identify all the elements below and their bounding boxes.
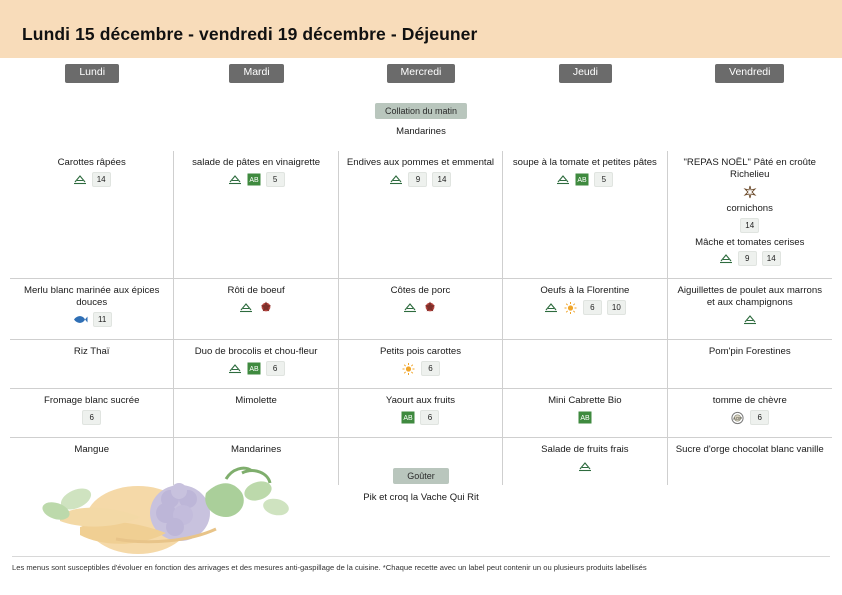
dish-name: Mandarines	[231, 444, 282, 456]
dish-name: Endives aux pommes et emmental	[346, 156, 495, 168]
allergen-number: 6	[421, 361, 440, 376]
badge-row	[15, 312, 168, 327]
cell-laitage-mercredi	[339, 388, 503, 437]
local-icon	[544, 301, 558, 314]
local-icon	[403, 301, 417, 314]
dish-name: Oeufs à la Florentine	[540, 285, 630, 297]
dish-name: tomme de chèvre	[712, 395, 787, 407]
allergen-number: 6	[266, 361, 285, 376]
svg-text:AB: AB	[403, 415, 414, 423]
footer-note: Les menus sont susceptibles d'évoluer en fonction des arrivages et des mesures anti-gaspillage de la cuisine. *Chaque recette avec un label peut contenir un ou plusieurs produits labellisés	[12, 563, 647, 572]
badge-row	[15, 172, 168, 187]
day-chip-mardi: Mardi	[229, 64, 283, 83]
allergen-number: 14	[762, 251, 781, 266]
badge-row	[673, 218, 827, 233]
cell-garniture-mardi	[174, 339, 338, 388]
cell-plat-mercredi	[339, 278, 503, 339]
svg-text:AB: AB	[580, 414, 590, 422]
cell-garniture-jeudi	[503, 339, 667, 388]
badge-row	[15, 361, 168, 375]
local-icon	[556, 173, 570, 186]
gouter-label: Goûter	[393, 468, 449, 484]
cell-laitage-jeudi	[503, 388, 667, 437]
cell-garniture-mercredi	[339, 339, 503, 388]
allergen-number: 11	[93, 312, 112, 327]
cell-garniture-vendredi	[668, 339, 832, 388]
section-plat	[10, 278, 832, 339]
cell-entree-vendredi	[668, 151, 832, 279]
badge-row	[344, 300, 497, 314]
local-icon	[389, 173, 403, 186]
svg-text:AB: AB	[577, 176, 588, 184]
allergen-number: 6	[82, 410, 101, 425]
gouter-block	[0, 466, 842, 503]
egg-icon	[563, 301, 578, 315]
cell-garniture-lundi	[10, 339, 174, 388]
allergen-number: 14	[92, 172, 111, 187]
bio-icon	[401, 411, 415, 424]
cell-laitage-mardi	[174, 388, 338, 437]
badge-row	[673, 251, 827, 266]
allergen-number: 5	[594, 172, 613, 187]
meat-icon	[422, 300, 438, 314]
allergen-number: 6	[583, 300, 602, 315]
cell-laitage-vendredi	[668, 388, 832, 437]
allergen-number: 6	[420, 410, 439, 425]
section-garniture	[10, 339, 832, 388]
svg-text:AB: AB	[248, 176, 259, 184]
bio-icon	[247, 173, 261, 186]
cell-plat-lundi	[10, 278, 174, 339]
dish-name: Mâche et tomates cerises	[695, 236, 805, 248]
badge-row	[673, 410, 827, 425]
cell-entree-lundi	[10, 151, 174, 279]
section-entree	[10, 151, 832, 279]
badge-row	[344, 361, 497, 376]
aop-icon	[730, 411, 745, 425]
badge-row	[508, 172, 661, 187]
dish-name: Pom'pin Forestines	[708, 346, 791, 358]
cell-entree-mardi	[174, 151, 338, 279]
cell-plat-jeudi	[503, 278, 667, 339]
day-column-1	[174, 62, 338, 83]
cell-laitage-lundi	[10, 388, 174, 437]
day-chip-lundi: Lundi	[65, 64, 119, 83]
allergen-number: 9	[408, 172, 427, 187]
badge-row	[179, 361, 332, 376]
local-icon	[228, 173, 242, 186]
cell-entree-jeudi	[503, 151, 667, 279]
cell-plat-vendredi	[668, 278, 832, 339]
dish-name: Carottes râpées	[57, 156, 126, 168]
badge-row	[673, 312, 827, 326]
badge-row	[673, 184, 827, 199]
page-title: Lundi 15 décembre - vendredi 19 décembre - Déjeuner	[22, 24, 478, 44]
badge-row	[344, 172, 497, 187]
collation-row	[10, 83, 832, 137]
egg-icon	[401, 362, 416, 376]
badge-row	[179, 300, 332, 314]
day-column-3	[503, 62, 667, 83]
local-icon	[743, 313, 757, 326]
allergen-number: 9	[738, 251, 757, 266]
badge-row	[15, 410, 168, 425]
svg-text:AOP: AOP	[732, 415, 743, 421]
dish-name: Aiguillettes de poulet aux marrons et aux champignons	[677, 285, 823, 309]
allergen-number: 5	[266, 172, 285, 187]
local-icon	[73, 173, 87, 186]
badge-row	[344, 410, 497, 425]
badge-row	[508, 410, 661, 424]
badge-row	[179, 410, 332, 424]
menu-grid	[10, 62, 832, 485]
day-column-2	[339, 62, 503, 83]
dish-name: Sucre d'orge chocolat blanc vanille	[675, 444, 824, 456]
collation-label: Collation du matin	[375, 103, 467, 119]
dish-name: soupe à la tomate et petites pâtes	[512, 156, 657, 168]
allergen-number: 6	[750, 410, 769, 425]
dish-name: "REPAS NOËL" Pâté en croûte Richelieu	[683, 156, 816, 180]
dish-name: Duo de brocolis et chou-fleur	[194, 346, 318, 358]
poultry-icon	[742, 184, 758, 199]
allergen-number: 14	[740, 218, 759, 233]
dish-name: salade de pâtes en vinaigrette	[192, 156, 321, 168]
bio-icon	[247, 362, 261, 375]
dish-name: Riz Thaï	[73, 346, 110, 358]
bio-icon	[575, 173, 589, 186]
day-header-row	[10, 62, 832, 83]
dish-name: cornichons	[726, 202, 773, 214]
gouter-item: Pik et croq la Vache Qui Rit	[363, 492, 479, 503]
allergen-number: 10	[607, 300, 626, 315]
footer-divider	[12, 556, 830, 557]
collation-item: Mandarines	[396, 125, 446, 137]
fish-icon	[72, 313, 88, 326]
day-column-4	[668, 62, 832, 83]
local-icon	[228, 362, 242, 375]
bio-icon	[578, 411, 592, 424]
badge-row	[179, 172, 332, 187]
cell-entree-mercredi	[339, 151, 503, 279]
dish-name: Yaourt aux fruits	[385, 395, 456, 407]
dish-name: Mangue	[74, 444, 110, 456]
day-column-0	[10, 62, 174, 83]
day-chip-vendredi: Vendredi	[715, 64, 784, 83]
cell-plat-mardi	[174, 278, 338, 339]
dish-name: Fromage blanc sucrée	[43, 395, 140, 407]
dish-name: Petits pois carottes	[379, 346, 461, 358]
local-icon	[719, 252, 733, 265]
svg-text:AB: AB	[248, 366, 259, 374]
dish-name: Mimolette	[235, 395, 277, 407]
local-icon	[239, 301, 253, 314]
day-chip-jeudi: Jeudi	[559, 64, 612, 83]
dish-name: Côtes de porc	[390, 285, 451, 297]
day-chip-mercredi: Mercredi	[387, 64, 456, 83]
dish-name: Mini Cabrette Bio	[548, 395, 622, 407]
section-laitage	[10, 388, 832, 437]
dish-name: Salade de fruits frais	[541, 444, 629, 456]
allergen-number: 14	[432, 172, 451, 187]
dish-name: Rôti de boeuf	[227, 285, 285, 297]
dish-name: Merlu blanc marinée aux épices douces	[23, 285, 160, 309]
meat-icon	[258, 300, 274, 314]
badge-row	[508, 300, 661, 315]
